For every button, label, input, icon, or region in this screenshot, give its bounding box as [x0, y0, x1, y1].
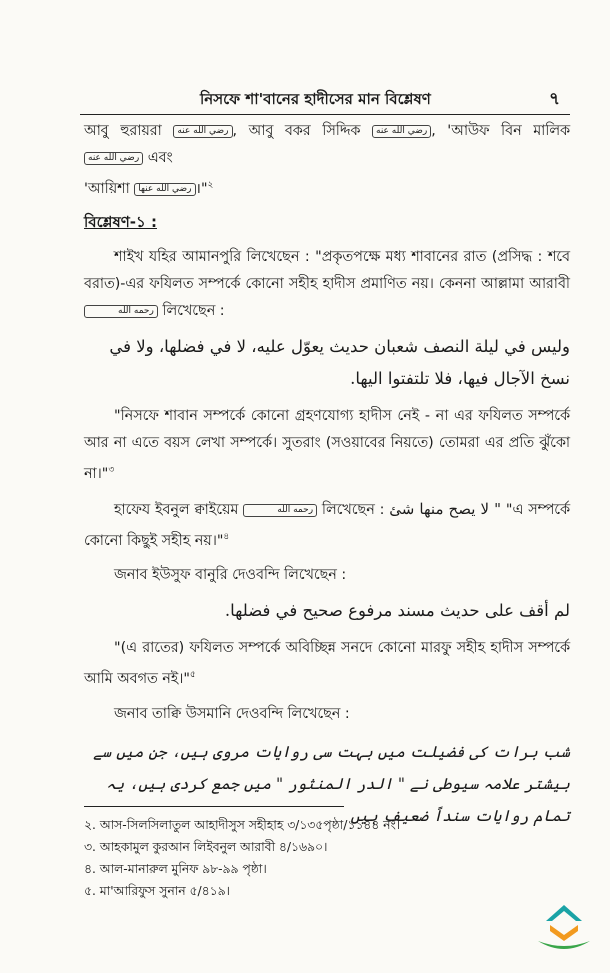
text-abu-bakr: , আবু বকর সিদ্দিক	[232, 123, 361, 139]
paragraph-banuri: জনাব ইউসুফ বানুরি দেওবন্দি লিখেছেন :	[114, 567, 347, 584]
paragraph-text: লিখেছেন :	[321, 501, 385, 518]
text-aisha: 'আয়িশা	[84, 180, 130, 197]
honorific-badge: رضي الله عنه	[84, 152, 143, 165]
paragraph-text: "নিসফে শাবান সম্পর্কে কোনো গ্রহণযোগ্য হাদীস নেই - না এর ফযিলত সম্পর্কে আর না এতে বয়স লেখা সম্পর্কে। সুতরাং (সওয়াবের নিয়তে) তোমরা এর প্রতি ঝুঁকো না।"	[84, 407, 570, 482]
footnote-divider	[84, 806, 344, 807]
text-quote-end: ।"	[195, 180, 208, 197]
paragraph-usmani: জনাব তাক্বি উসমানি দেওবন্দি লিখেছেন :	[114, 706, 350, 723]
text-and: এবং	[147, 150, 173, 166]
logo-chevron-shape	[550, 925, 578, 941]
footnote-item: ২. আস-সিলসিলাতুল আহাদীসুস সহীহাহ ৩/১৩৫পৃষ্ঠা/১১৪৪ নং।	[84, 818, 401, 832]
footnote-ref: ২	[207, 180, 214, 190]
paragraph-text: লিখেছেন :	[162, 302, 225, 319]
publisher-logo-icon	[532, 901, 596, 953]
running-title: নিসফে শা'বানের হাদীসের মান বিশ্লেষণ	[200, 90, 431, 108]
footnote-ref: ৪	[223, 531, 230, 542]
footnote-item: ৫. মা'আরিফুস সুনান ৫/৪১৯।	[84, 884, 230, 898]
urdu-quote: شب برات کی فضیلت میں بہت سی روایات مروی ہیں، جن میں سے بیشتر علامہ سیوطی نے " الدر المنثور " میں جمع کردی ہیں، یہ تمام روایات سنداً ضعیف ہیں	[93, 743, 570, 826]
arabic-quote-2: لم أقف على حديث مسند مرفوع صحيح في فضلها.	[224, 601, 570, 621]
paragraph-text: "(এ রাতের) ফযিলত সম্পর্কে অবিচ্ছিন্ন সনদে কোনো মারফু সহীহ হাদীস সম্পর্কে আমি অবগত নই।"	[84, 640, 570, 688]
text-auf: , 'আউফ বিন মালিক	[431, 123, 571, 139]
footnote-item: ৩. আহকামুল কুরআন লিইবনুল আরাবী ৪/১৬৯০।	[84, 840, 328, 854]
honorific-badge: رحمه الله	[243, 504, 317, 517]
honorific-badge: رضي الله عنه	[372, 125, 431, 138]
text-abu-hurayra: আবু হুরায়রা	[84, 123, 162, 139]
continued-paragraph	[84, 118, 570, 203]
paragraph-ibn-qayyim	[84, 496, 570, 555]
paragraph-text: "এ সম্পর্কে কোনো কিছুই সহীহ নয়।"	[84, 501, 570, 549]
logo-base-shape	[538, 941, 590, 949]
honorific-badge: رضي الله عنه	[173, 125, 232, 138]
paragraph-text: শাইখ যহির আমানপুরি লিখেছেন : "প্রকৃতপক্ষে মধ্য শাবানের রাত (প্রসিদ্ধ : শবে বরাত)-এর ফযিলত সম্পর্কে কোনো সহীহ হাদীস প্রমাণিত নয়। কেননা আল্লামা আরাবী	[84, 248, 570, 292]
paragraph-translation-2	[84, 635, 570, 693]
page-body	[84, 118, 570, 832]
paragraph-text: হাফেয ইবনুল ক্বাইয়েম	[114, 501, 239, 518]
paragraph-zahir	[84, 244, 570, 325]
arabic-quote-1: وليس في ليلة النصف شعبان حديث يعوّل عليه، لا في فضلها، ولا في نسخ الآجال فيها، فلا تلتفتوا اليها.	[109, 336, 570, 388]
honorific-badge: رضي الله عنها	[134, 183, 195, 196]
footnote-list	[84, 814, 400, 902]
page-header	[80, 84, 570, 115]
paragraph-translation-1	[84, 403, 570, 488]
footnote-ref: ৫	[189, 670, 196, 681]
footnote-ref: ৩	[108, 464, 115, 475]
honorific-badge: رحمه الله	[84, 305, 158, 318]
page-number: ৭	[548, 89, 560, 109]
inline-arabic: " لا يصح منها شئ	[389, 499, 502, 518]
section-heading: বিশ্লেষণ-১ :	[84, 212, 157, 231]
footnote-item: ৪. আল-মানারুল মুনিফ ৯৮-৯৯ পৃষ্ঠা।	[84, 862, 267, 876]
logo-roof-shape	[546, 905, 582, 921]
